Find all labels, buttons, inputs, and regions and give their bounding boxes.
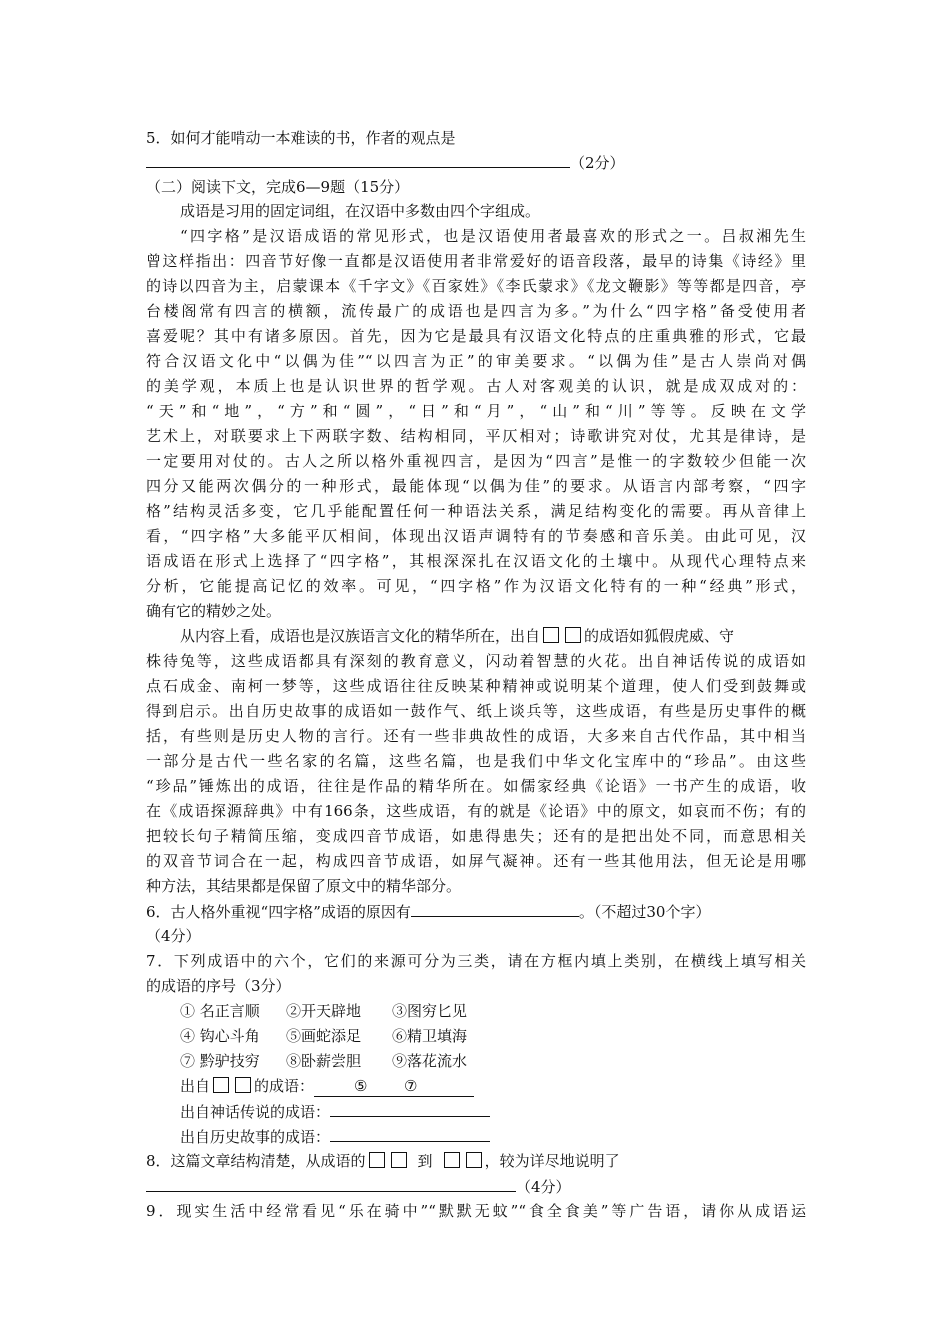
q8-text-c: ，较为详尽地说明了 [484, 1152, 620, 1170]
answer-box[interactable] [543, 627, 559, 643]
q8-text-b: 到 [417, 1152, 433, 1170]
answer-box[interactable] [391, 1152, 407, 1168]
answer-box[interactable] [565, 627, 581, 643]
passage-p2-line: 四分又能两次偶分的一种形式，最能体现“以偶为佳”的要求。从语言内部考察，“四字 [146, 477, 806, 495]
q7-answer-row-1 [180, 1076, 840, 1097]
q7-row1-text-a: 出自 [180, 1077, 211, 1095]
idiom-item: ⑧卧薪尝胆 [286, 1052, 362, 1070]
q5-score: （2分） [570, 154, 625, 172]
q5-prompt: 5．如何才能啃动一本难读的书，作者的观点是 [146, 129, 456, 147]
passage-p2-line: 艺术上，对联要求上下两联字数、结构相同，平仄相对；诗歌讲究对仗，尤其是律诗，是 [146, 427, 806, 445]
passage-p2-line: 语成语在形式上选择了“四字格”，其根深深扎在汉语文化的土壤中。从现代心理特点来 [146, 552, 806, 570]
passage-p2-line: 喜爱呢？其中有诸多原因。首先，因为它是最具有汉语文化特点的庄重典雅的形式，它最 [146, 327, 806, 345]
q7-row3-answer-blank[interactable] [330, 1126, 490, 1142]
passage-p3-line: 括，有些则是历史人物的言行。还有一些非典故性的成语，大多来自古代作品，其中相当 [146, 727, 806, 745]
q7-prompt-line1: 7．下列成语中的六个，它们的来源可分为三类，请在方框内填上类别，在横线上填写相关 [146, 952, 806, 970]
passage-p2-line: 确有它的精妙之处。 [146, 602, 282, 620]
passage-p3-line: 株待兔等，这些成语都具有深刻的教育意义，闪动着智慧的火花。出自神话传说的成语如 [146, 652, 806, 670]
q7-row2-answer-blank[interactable] [330, 1101, 490, 1117]
passage-p3-line: 的双音节词合在一起，构成四音节成语，如屏气凝神。还有一些其他用法，但无论是用哪 [146, 852, 806, 870]
q8-answer-line [146, 1176, 806, 1197]
passage-p1: 成语是习用的固定词组，在汉语中多数由四个字组成。 [180, 202, 541, 220]
idiom-item: ③图穷匕见 [392, 1002, 468, 1020]
section2-heading: （二）阅读下文，完成6—9题（15分） [146, 178, 410, 196]
q8-score: （4分） [516, 1178, 571, 1196]
q7-row3-label: 出自历史故事的成语： [180, 1128, 331, 1146]
passage-p3-line: 在《成语探源辞典》中有166条，这些成语，有的就是《论语》中的原文，如哀而不伤；有的 [146, 802, 806, 820]
passage-p3-first-line [180, 626, 840, 646]
idiom-item: ① 名正言顺 [180, 1002, 260, 1020]
passage-p2-line: 格”结构灵活多变，它几乎能配置任何一种语法关系，满足结构变化的需要。再从音律上 [146, 502, 806, 520]
q8-text-a: 8．这篇文章结构清楚，从成语的 [146, 1152, 366, 1170]
passage-p2-line: “四字格”是汉语成语的常见形式，也是汉语使用者最喜欢的形式之一。吕叔湘先生 [180, 227, 806, 245]
answer-box[interactable] [466, 1152, 482, 1168]
passage-p3-line: 种方法，其结果都是保留了原文中的精华部分。 [146, 877, 462, 895]
q5-answer-blank[interactable] [146, 152, 570, 168]
passage-p2-line: 台楼阁常有四言的横额，流传最广的成语也是四言为多。”为什么“四字格”备受使用者 [146, 302, 806, 320]
passage-p2-line: 符合汉语文化中“以偶为佳”“以四言为正”的审美要求。“以偶为佳”是古人崇尚对偶 [146, 352, 806, 370]
q7-row2-label: 出自神话传说的成语： [180, 1103, 331, 1121]
q6-answer-blank[interactable] [411, 901, 579, 917]
idiom-item: ②开天辟地 [286, 1002, 362, 1020]
q8-line [146, 1151, 806, 1171]
q7-row1-text-b: 的成语： [254, 1077, 315, 1095]
passage-p2-line: 一定要用对仗的。古人之所以格外重视四言，是因为“四言”是惟一的字数较少但能一次 [146, 452, 806, 470]
passage-p2-line: 的美学观，本质上也是认识世界的哲学观。古人对客观美的认识，就是成双成对的： [146, 377, 806, 395]
idiom-item: ⑨落花流水 [392, 1052, 468, 1070]
q7-row1-answer-1: ⑤ [354, 1077, 368, 1095]
answer-box[interactable] [369, 1152, 385, 1168]
answer-box[interactable] [444, 1152, 460, 1168]
q7-answer-row-2 [180, 1101, 840, 1122]
idiom-item: ⑦ 黔驴技穷 [180, 1052, 260, 1070]
passage-p2-line: 分析，它能提高记忆的效率。可见，“四字格”作为汉语文化特有的一种“经典”形式， [146, 577, 806, 595]
idiom-item: ④ 钩心斗角 [180, 1027, 260, 1045]
idiom-item: ⑥精卫填海 [392, 1027, 468, 1045]
q7-idiom-row [180, 1026, 840, 1046]
idiom-item: ⑤画蛇添足 [286, 1027, 362, 1045]
q6-suffix: 。（不超过30个字） [578, 903, 711, 921]
q7-prompt-line2: 的成语的序号（3分） [146, 977, 291, 995]
q5-answer-line [146, 152, 806, 173]
passage-p3-line: 把较长句子精简压缩，变成四音节成语，如患得患失；还有的是把出处不同，而意思相关 [146, 827, 806, 845]
passage-p3-text-b: 的成语如狐假虎威、守 [584, 627, 735, 645]
answer-box[interactable] [213, 1077, 229, 1093]
passage-p2-line: 看，“四字格”大多能平仄相间，体现出汉语声调特有的节奏感和音乐美。由此可见，汉 [146, 527, 806, 545]
passage-p3-line: 一部分是古代一些名家的名篇，这些名篇，也是我们中华文化宝库中的“珍品”。由这些 [146, 752, 806, 770]
passage-p2-line: 的诗以四音为主，启蒙课本《千字文》《百家姓》《李氏蒙求》《龙文鞭影》等等都是四音，亭 [146, 277, 806, 295]
passage-p2-line: 曾这样指出：四音节好像一直都是汉语使用者非常爱好的语音段落，最早的诗集《诗经》里 [146, 252, 806, 270]
q7-answer-row-3 [180, 1126, 840, 1147]
q7-row1-answer-2: ⑦ [404, 1077, 418, 1095]
q9-prompt: 9．现实生活中经常看见“乐在骑中”“默默无蚊”“食全食美”等广告语，请你从成语运 [146, 1202, 806, 1220]
q7-idiom-row [180, 1051, 840, 1071]
q6-prompt: 6．古人格外重视“四字格”成语的原因有 [146, 903, 411, 921]
q6-score: （4分） [146, 927, 201, 945]
passage-p3-text-a: 从内容上看，成语也是汉族语言文化的精华所在，出自 [180, 627, 541, 645]
passage-p3-line: 点石成金、南柯一梦等，这些成语往往反映某种精神或说明某个道理，使人们受到鼓舞或 [146, 677, 806, 695]
q7-row1-answer-blank[interactable] [314, 1076, 474, 1097]
q7-idiom-row [180, 1001, 840, 1021]
q6-line [146, 901, 806, 922]
q8-answer-blank[interactable] [146, 1176, 516, 1192]
answer-box[interactable] [235, 1077, 251, 1093]
passage-p3-line: 得到启示。出自历史故事的成语如一鼓作气、纸上谈兵等，这些成语，有些是历史事件的概 [146, 702, 806, 720]
passage-p3-line: “珍品”锤炼出的成语，往往是作品的精华所在。如儒家经典《论语》一书产生的成语，收 [146, 777, 806, 795]
passage-p2-line: “天”和“地”，“方”和“圆”，“日”和“月”，“山”和“川”等等。反映在文学 [146, 402, 806, 420]
